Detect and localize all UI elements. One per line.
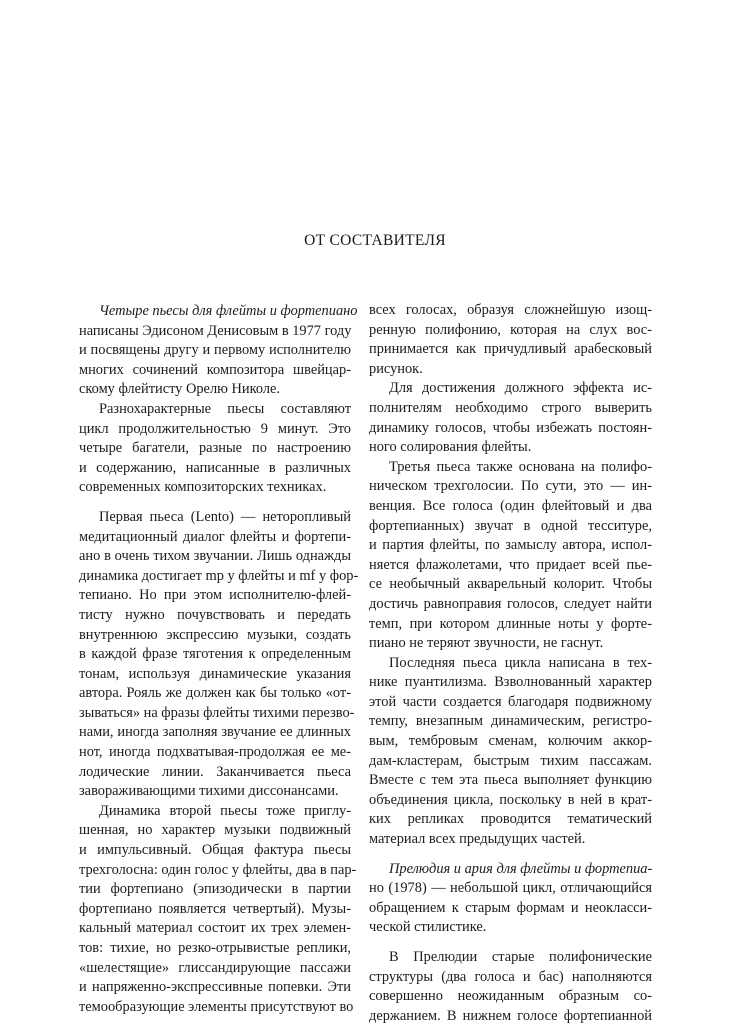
- text-line: цикл продолжительностью 9 минут. Это: [79, 420, 351, 437]
- right-text-column: [369, 301, 652, 1026]
- text-line: многих сочинений композитора швейцар-: [79, 361, 351, 378]
- text-line: и посвящены другу и первому исполнителю: [79, 342, 351, 359]
- text-line: В Прелюдии старые полифонические: [389, 949, 652, 965]
- paragraph-gap: [369, 938, 652, 948]
- text-line: скому флейтисту Орелю Николе.: [79, 381, 281, 398]
- text-line: фортепиано появляется четвертый). Музы-: [79, 900, 351, 917]
- text-line: Первая пьеса (Lento) — неторопливый: [99, 508, 351, 525]
- text-line: ного солирования флейты.: [369, 439, 532, 456]
- text-line: но (1978) — небольшой цикл, отличающийся: [369, 880, 652, 897]
- text-line: обращением к старым формам и неокласси-: [369, 899, 652, 916]
- text-line: этой части создается благодаря подвижному: [369, 693, 652, 710]
- text-line: всех голосах, образуя сложнейшую изощ-: [369, 302, 652, 318]
- text-line: Для достижения должного эффекта ис-: [389, 380, 652, 397]
- text-line: внутреннюю экспрессию музыки, создать: [79, 626, 351, 643]
- text-line: вым, тембровым сменам, колючим аккор-: [369, 733, 652, 750]
- text-line: и импульсивный. Общая фактура пьесы: [79, 842, 351, 859]
- text-line: нот, иногда подхватывая-продолжая ее ме-: [79, 744, 351, 761]
- text-line: и содержанию, написанные в различных: [79, 459, 351, 476]
- text-line: ано в очень тихом звучании. Лишь однажды: [79, 548, 351, 565]
- text-line: шенная, но характер музыки подвижный: [79, 822, 351, 839]
- text-line: тии фортепиано (эпизодически в партии: [79, 881, 351, 898]
- text-line: ренную полифонию, которая на слух вос-: [369, 321, 652, 338]
- text-line: полнителям необходимо строго выверить: [369, 399, 652, 416]
- text-line: рисунок.: [369, 360, 423, 377]
- text-line: динамику голосов, чтобы избежать постоян-: [369, 419, 652, 436]
- text-line: нами, иногда заполняя звучание ее длинных: [79, 724, 351, 741]
- text-line: завораживающими тихими диссонансами.: [79, 783, 339, 800]
- text-line: се необычный акварельный колорит. Чтобы: [369, 576, 652, 593]
- text-line: пиано не теряют звучности, не гаснут.: [369, 635, 604, 652]
- text-line: темп, при котором длинные ноты у форте-: [369, 615, 652, 632]
- text-line: Прелюдия и ария для флейты и фортепиа-: [389, 860, 653, 877]
- text-line: Четыре пьесы для флейты и фортепиано: [99, 303, 358, 319]
- text-line: тонам, используя динамические указания: [79, 665, 351, 682]
- text-line: и напряженно-экспрессивные попевки. Эти: [79, 979, 351, 996]
- left-text-column: [79, 302, 359, 1017]
- text-line: четыре багатели, разные по настроению: [79, 440, 351, 457]
- text-line: медитационный диалог флейты и фортепи-: [79, 528, 351, 545]
- text-line: лодические линии. Заканчивается пьеса: [79, 763, 351, 780]
- text-line: темпу, внезапным динамическим, регистро-: [369, 713, 652, 730]
- text-line: современных композиторских техниках.: [79, 479, 327, 496]
- text-line: Разнохарактерные пьесы составляют: [99, 400, 351, 417]
- text-line: Последняя пьеса цикла написана в тех-: [389, 654, 652, 671]
- text-line: принимается как причудливый арабесковый: [369, 341, 652, 358]
- text-line: няется флажолетами, что придает всей пье-: [369, 556, 652, 573]
- text-line: структуры (два голоса и бас) наполняются: [369, 968, 652, 985]
- paragraph-gap: [369, 850, 652, 860]
- text-line: «шелестящие» глиссандирующие пассажи: [79, 959, 351, 976]
- text-line: автора. Рояль же должен как бы только «от-: [79, 685, 351, 702]
- text-line: держанием. В нижнем голосе фортепианной: [369, 1007, 652, 1024]
- text-line: фортепианных) звучат в одной тесситуре,: [369, 517, 652, 534]
- text-line: зываться» на фразы флейты тихими перезво-: [79, 704, 355, 721]
- page-title: ОТ СОСТАВИТЕЛЯ: [304, 232, 446, 249]
- text-line: и партия флейты, по замыслу автора, испол-: [369, 537, 652, 554]
- paragraph-gap: [79, 498, 351, 508]
- text-line: венция. Все голоса (один флейтовый и два: [369, 497, 652, 514]
- text-line: Вместе с тем эта пьеса выполняет функцию: [369, 772, 652, 789]
- text-line: динамика достигает mp у флейты и mf у фор-: [79, 567, 359, 584]
- text-line: написаны Эдисоном Денисовым в 1977 году: [79, 322, 352, 339]
- text-line: трехголосна: один голос у флейты, два в пар-: [79, 861, 357, 878]
- text-line: объединения цикла, поскольку в ней в крат-: [369, 791, 652, 808]
- text-line: тепиано. Но при этом исполнителю-флей-: [79, 587, 351, 604]
- text-line: ническом трехголосии. По сути, это — ин-: [369, 478, 652, 495]
- text-line: Динамика второй пьесы тоже приглу-: [99, 802, 351, 819]
- text-line: ческой стилистике.: [369, 919, 487, 936]
- text-line: кальный материал состоит их трех элемен-: [79, 920, 351, 937]
- text-line: совершенно неожиданным образным со-: [369, 988, 652, 1005]
- text-line: тов: тихие, но резко-отрывистые реплики,: [79, 940, 351, 956]
- text-line: дам-кластерам, быстрым тихим пассажам.: [369, 752, 652, 769]
- text-line: тисту нужно почувствовать и передать: [79, 606, 351, 623]
- text-line: в каждой фразе тяготения к определенным: [79, 646, 351, 663]
- text-line: Третья пьеса также основана на полифо-: [389, 458, 652, 475]
- text-line: темообразующие элементы присутствуют во: [79, 998, 354, 1015]
- text-line: материал всех предыдущих частей.: [369, 831, 586, 848]
- text-line: достичь равноправия голосов, следует найти: [369, 595, 652, 612]
- text-line: ких репликах проводится тематический: [369, 811, 652, 828]
- text-line: нике пуантилизма. Взволнованный характер: [369, 674, 652, 691]
